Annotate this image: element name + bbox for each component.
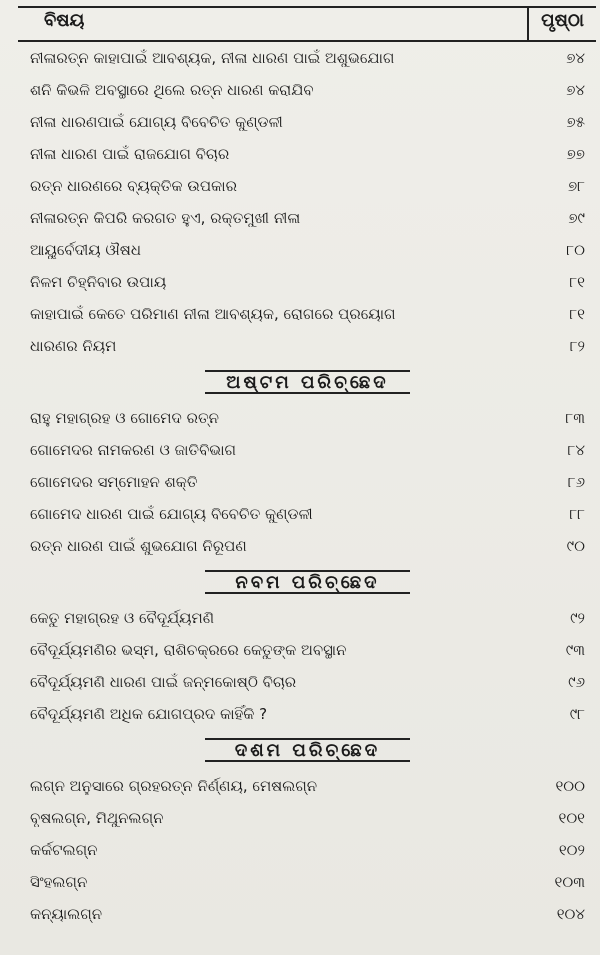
entry-title: କେତୁ ମହାଗ୍ରହ ଓ ବୈଦୂର୍ଯ୍ୟମଣି bbox=[30, 609, 215, 627]
entry-page: ୮୪ bbox=[567, 441, 585, 459]
toc-entry bbox=[30, 74, 585, 106]
toc-entry bbox=[30, 834, 585, 866]
entry-page: ୧୦୧ bbox=[558, 809, 585, 827]
toc-entry bbox=[30, 498, 585, 530]
toc-entry bbox=[30, 634, 585, 666]
entry-title: କାହାପାଇଁ କେତେ ପରିମାଣ ନୀଳା ଆବଶ୍ୟକ, ରୋଗରେ ପ୍ରୟୋଗ bbox=[30, 305, 396, 323]
entry-title: ଆୟୁର୍ବେଦୀୟ ଔଷଧ bbox=[30, 241, 141, 259]
section-title: ନବମ ପରିଚ୍ଛେଦ bbox=[235, 571, 380, 593]
entry-page: ୭୯ bbox=[568, 209, 585, 227]
entry-page: ୧୦୨ bbox=[558, 841, 585, 859]
toc-entry bbox=[30, 298, 585, 330]
entry-page: ୮୨ bbox=[569, 337, 585, 355]
entry-page: ୯୩ bbox=[565, 641, 585, 659]
entry-title: ବୃଷଲଗ୍ନ, ମିଥୁନଲଗ୍ନ bbox=[30, 809, 164, 827]
entry-page: ୭୪ bbox=[566, 49, 585, 67]
entry-title: ରତ୍ନ ଧାରଣ ପାଇଁ ଶୁଭଯୋଗ ନିରୂପଣ bbox=[30, 537, 247, 555]
toc-entry bbox=[30, 434, 585, 466]
toc-entry bbox=[30, 698, 585, 730]
entry-page: ୭୮ bbox=[567, 177, 585, 195]
toc-entry bbox=[30, 330, 585, 362]
section-heading-9 bbox=[30, 562, 585, 602]
toc-entry bbox=[30, 802, 585, 834]
entry-title: କନ୍ୟାଲଗ୍ନ bbox=[30, 905, 103, 923]
toc-entry bbox=[30, 898, 585, 930]
toc-entry bbox=[30, 42, 585, 74]
toc-entry bbox=[30, 266, 585, 298]
entry-title: ଲଗ୍ନ ଅନୁସାରେ ଗ୍ରହରତ୍ନ ନିର୍ଣ୍ଣୟ, ମେଷଲଗ୍ନ bbox=[30, 777, 318, 795]
entry-page: ୮୮ bbox=[569, 505, 585, 523]
entry-page: ୧୦୩ bbox=[554, 873, 585, 891]
entry-title: ନୀଳା ଧାରଣ ପାଇଁ ରାଜଯୋଗ ବିଚାର bbox=[30, 145, 230, 163]
entry-title: କର୍କଟଲଗ୍ନ bbox=[30, 841, 98, 859]
entry-page: ୯୮ bbox=[569, 705, 585, 723]
section-title: ଅଷ୍ଟମ ପରିଚ୍ଛେଦ bbox=[226, 371, 389, 393]
entry-page: ୭୭ bbox=[566, 145, 585, 163]
entry-page: ୯୨ bbox=[570, 609, 585, 627]
page-heading: ପୃଷ୍ଠା bbox=[527, 8, 596, 40]
entry-title: ଶନି କିଭଳି ଅବସ୍ଥାରେ ଥିଲେ ରତ୍ନ ଧାରଣ କରାଯିବ bbox=[30, 81, 314, 99]
entry-title: ରାହୁ ମହାଗ୍ରହ ଓ ଗୋମେଦ ରତ୍ନ bbox=[30, 409, 220, 427]
toc-entry bbox=[30, 202, 585, 234]
toc-entry bbox=[30, 666, 585, 698]
entry-page: ୧୦୪ bbox=[556, 905, 585, 923]
toc-list bbox=[30, 42, 585, 930]
entry-page: ୯୬ bbox=[568, 673, 585, 691]
entry-page: ୭୪ bbox=[566, 81, 585, 99]
entry-title: ବୈଦୂର୍ଯ୍ୟମଣି ଅଧିକ ଯୋଗପ୍ରଦ କାହିଁକି ? bbox=[30, 705, 268, 723]
entry-title: ରତ୍ନ ଧାରଣରେ ବ୍ୟକ୍ତିକ ଉପକାର bbox=[30, 177, 237, 195]
entry-page: ୧୦୦ bbox=[555, 777, 585, 795]
toc-entry bbox=[30, 138, 585, 170]
toc-entry bbox=[30, 866, 585, 898]
entry-title: ଗୋମେଦର ନାମକରଣ ଓ ଜାତିବିଭାଗ bbox=[30, 441, 237, 459]
section-heading-10 bbox=[30, 730, 585, 770]
toc-entry bbox=[30, 234, 585, 266]
toc-entry bbox=[30, 530, 585, 562]
entry-page: ୮୧ bbox=[569, 273, 585, 291]
entry-title: ନୀଳା ଧାରଣପାଇଁ ଯୋଗ୍ୟ ବିବେଚିତ କୁଣ୍ଡଳୀ bbox=[30, 113, 283, 131]
entry-title: ଧାରଣର ନିୟମ bbox=[30, 337, 117, 355]
toc-entry bbox=[30, 770, 585, 802]
entry-page: ୮୬ bbox=[567, 473, 585, 491]
entry-page: ୮୦ bbox=[566, 241, 585, 259]
entry-title: ନୀଳାରତ୍ନ କାହାପାଇଁ ଆବଶ୍ୟକ, ନୀଳା ଧାରଣ ପାଇଁ ଅଶୁଭଯୋଗ bbox=[30, 49, 395, 67]
entry-title: ନୀଳାରତ୍ନ କିପରି କରଗତ ହୁଏ, ରକ୍ତମୁଖୀ ନୀଳା bbox=[30, 209, 301, 227]
toc-entry bbox=[30, 170, 585, 202]
entry-title: ନିଳମ ଚିହ୍ନିବାର ଉପାୟ bbox=[30, 273, 167, 291]
entry-title: ଗୋମେଦ ଧାରଣ ପାଇଁ ଯୋଗ୍ୟ ବିବେଚିତ କୁଣ୍ଡଳୀ bbox=[30, 505, 313, 523]
toc-entry bbox=[30, 402, 585, 434]
toc-entry bbox=[30, 466, 585, 498]
entry-page: ୮୩ bbox=[565, 409, 585, 427]
entry-title: ବୈଦୂର୍ଯ୍ୟମଣିର ଭସ୍ମ, ରାଶିଚକ୍ରରେ କେତୁଙ୍କ ଅବସ୍ଥାନ bbox=[30, 641, 347, 659]
toc-header bbox=[18, 6, 596, 42]
entry-title: ସିଂହଲଗ୍ନ bbox=[30, 873, 88, 891]
entry-page: ୭୫ bbox=[566, 113, 585, 131]
entry-page: ୯୦ bbox=[566, 537, 585, 555]
toc-entry bbox=[30, 106, 585, 138]
toc-entry bbox=[30, 602, 585, 634]
section-heading-8 bbox=[30, 362, 585, 402]
entry-title: ବୈଦୂର୍ଯ୍ୟମଣି ଧାରଣ ପାଇଁ ଜନ୍ମକୋଷ୍ଠି ବିଚାର bbox=[30, 673, 297, 691]
subject-heading: ବିଷୟ bbox=[44, 10, 85, 31]
entry-page: ୮୧ bbox=[569, 305, 585, 323]
section-title: ଦଶମ ପରିଚ୍ଛେଦ bbox=[234, 739, 381, 761]
entry-title: ଗୋମେଦର ସମ୍ମୋହନ ଶକ୍ତି bbox=[30, 473, 198, 491]
